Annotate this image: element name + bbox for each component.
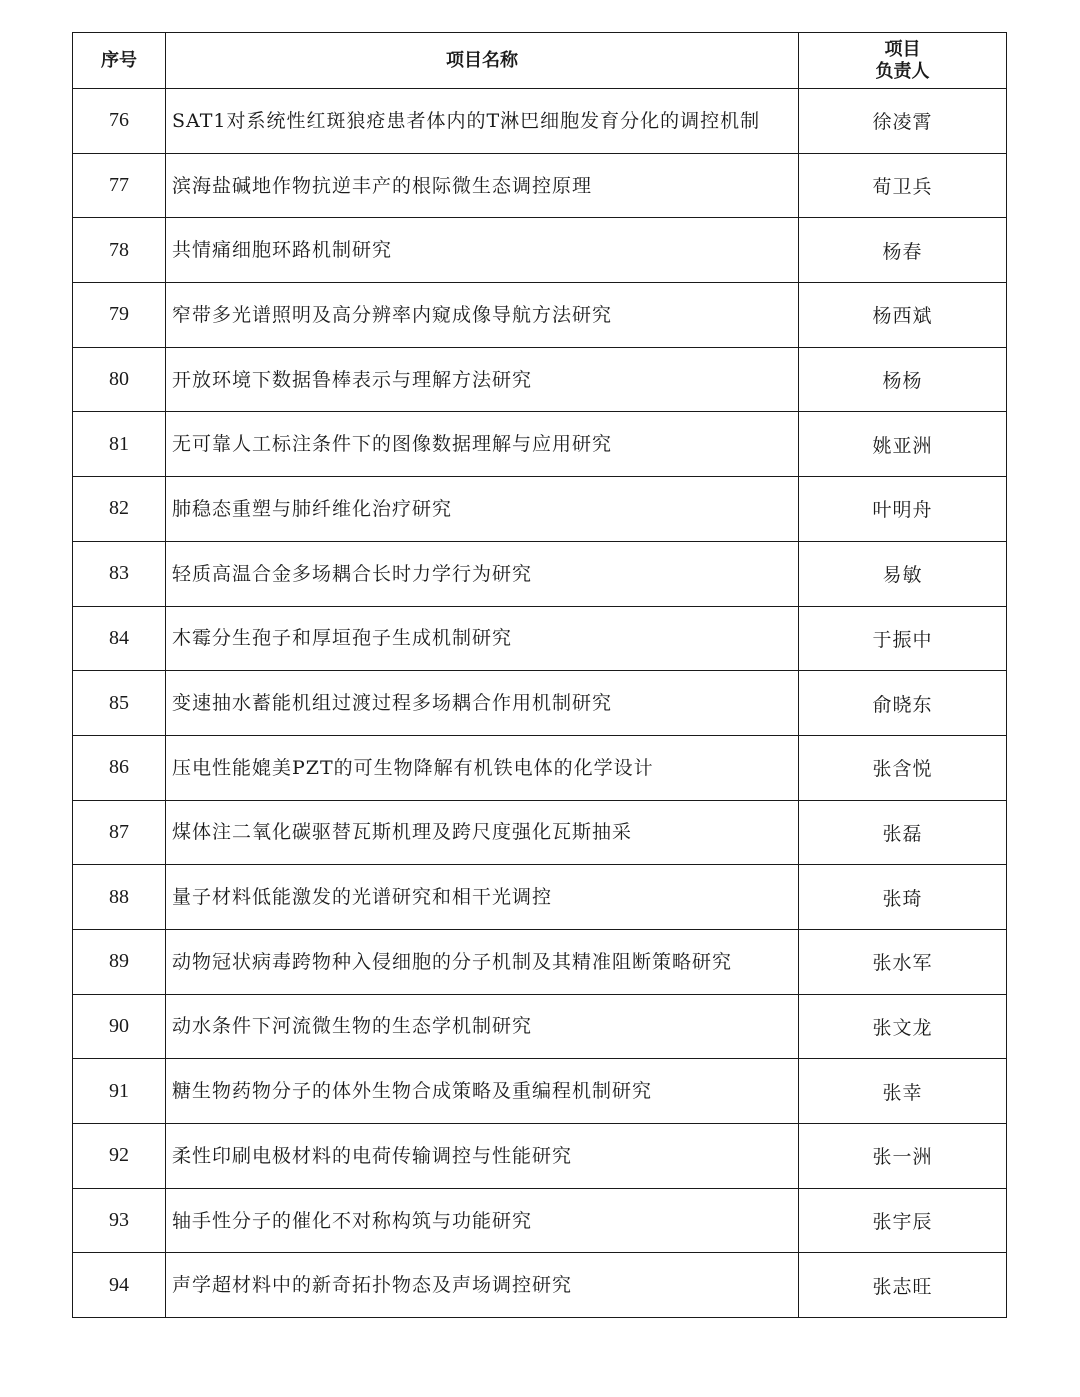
project-leader: 俞晓东: [799, 671, 1007, 736]
row-number: 77: [73, 153, 166, 218]
project-leader: 杨春: [799, 218, 1007, 283]
header-num: 序号: [73, 33, 166, 89]
table-row: [73, 89, 1007, 154]
header-leader: [799, 33, 1007, 89]
row-number: 86: [73, 735, 166, 800]
row-number: 82: [73, 477, 166, 542]
project-name: 量子材料低能激发的光谱研究和相干光调控: [166, 865, 799, 930]
project-name: 轴手性分子的催化不对称构筑与功能研究: [166, 1188, 799, 1253]
project-name: 糖生物药物分子的体外生物合成策略及重编程机制研究: [166, 1059, 799, 1124]
row-number: 93: [73, 1188, 166, 1253]
row-number: 81: [73, 412, 166, 477]
project-leader: 张志旺: [799, 1253, 1007, 1318]
project-leader: 于振中: [799, 606, 1007, 671]
project-leader: 张琦: [799, 865, 1007, 930]
row-number: 84: [73, 606, 166, 671]
row-number: 88: [73, 865, 166, 930]
project-name: 柔性印刷电极材料的电荷传输调控与性能研究: [166, 1124, 799, 1189]
table-row: [73, 865, 1007, 930]
table-row: [73, 283, 1007, 348]
project-leader: 姚亚洲: [799, 412, 1007, 477]
project-leader: 张含悦: [799, 735, 1007, 800]
table-row: [73, 1059, 1007, 1124]
project-name: 木霉分生孢子和厚垣孢子生成机制研究: [166, 606, 799, 671]
row-number: 78: [73, 218, 166, 283]
project-leader: 叶明舟: [799, 477, 1007, 542]
table-row: [73, 671, 1007, 736]
project-leader: 徐凌霄: [799, 89, 1007, 154]
table-row: [73, 800, 1007, 865]
project-name: 开放环境下数据鲁棒表示与理解方法研究: [166, 347, 799, 412]
project-name: 无可靠人工标注条件下的图像数据理解与应用研究: [166, 412, 799, 477]
project-leader: 张一洲: [799, 1124, 1007, 1189]
project-name: 轻质高温合金多场耦合长时力学行为研究: [166, 541, 799, 606]
table-row: [73, 218, 1007, 283]
table-row: [73, 606, 1007, 671]
project-leader: 张水军: [799, 929, 1007, 994]
project-name: 共情痛细胞环路机制研究: [166, 218, 799, 283]
table-row: [73, 347, 1007, 412]
project-leader: 易敏: [799, 541, 1007, 606]
table-row: [73, 412, 1007, 477]
table-row: [73, 735, 1007, 800]
project-leader: 荀卫兵: [799, 153, 1007, 218]
header-leader-line2: 负责人: [875, 60, 930, 82]
project-name: 滨海盐碱地作物抗逆丰产的根际微生态调控原理: [166, 153, 799, 218]
project-name: 动水条件下河流微生物的生态学机制研究: [166, 994, 799, 1059]
row-number: 90: [73, 994, 166, 1059]
project-leader: 张文龙: [799, 994, 1007, 1059]
table-row: [73, 541, 1007, 606]
project-leader: 张宇辰: [799, 1188, 1007, 1253]
table-header-row: [73, 33, 1007, 89]
table-row: [73, 153, 1007, 218]
row-number: 80: [73, 347, 166, 412]
table-body: [73, 89, 1007, 1318]
row-number: 92: [73, 1124, 166, 1189]
row-number: 83: [73, 541, 166, 606]
project-leader: 张幸: [799, 1059, 1007, 1124]
project-leader: 杨杨: [799, 347, 1007, 412]
project-table: [72, 32, 1007, 1318]
header-name: 项目名称: [166, 33, 799, 89]
table-row: [73, 1124, 1007, 1189]
row-number: 79: [73, 283, 166, 348]
project-leader: 杨西斌: [799, 283, 1007, 348]
row-number: 91: [73, 1059, 166, 1124]
table-row: [73, 477, 1007, 542]
table-row: [73, 1188, 1007, 1253]
row-number: 94: [73, 1253, 166, 1318]
project-name: 动物冠状病毒跨物种入侵细胞的分子机制及其精准阻断策略研究: [166, 929, 799, 994]
table-row: [73, 1253, 1007, 1318]
project-name: SAT1对系统性红斑狼疮患者体内的T淋巴细胞发育分化的调控机制: [166, 89, 799, 154]
table-row: [73, 929, 1007, 994]
table-row: [73, 994, 1007, 1059]
project-name: 肺稳态重塑与肺纤维化治疗研究: [166, 477, 799, 542]
project-name: 变速抽水蓄能机组过渡过程多场耦合作用机制研究: [166, 671, 799, 736]
row-number: 85: [73, 671, 166, 736]
project-name: 声学超材料中的新奇拓扑物态及声场调控研究: [166, 1253, 799, 1318]
project-name: 压电性能媲美PZT的可生物降解有机铁电体的化学设计: [166, 735, 799, 800]
project-name: 煤体注二氧化碳驱替瓦斯机理及跨尺度强化瓦斯抽采: [166, 800, 799, 865]
project-name: 窄带多光谱照明及高分辨率内窥成像导航方法研究: [166, 283, 799, 348]
row-number: 89: [73, 929, 166, 994]
row-number: 87: [73, 800, 166, 865]
project-leader: 张磊: [799, 800, 1007, 865]
header-leader-line1: 项目: [884, 38, 921, 60]
row-number: 76: [73, 89, 166, 154]
